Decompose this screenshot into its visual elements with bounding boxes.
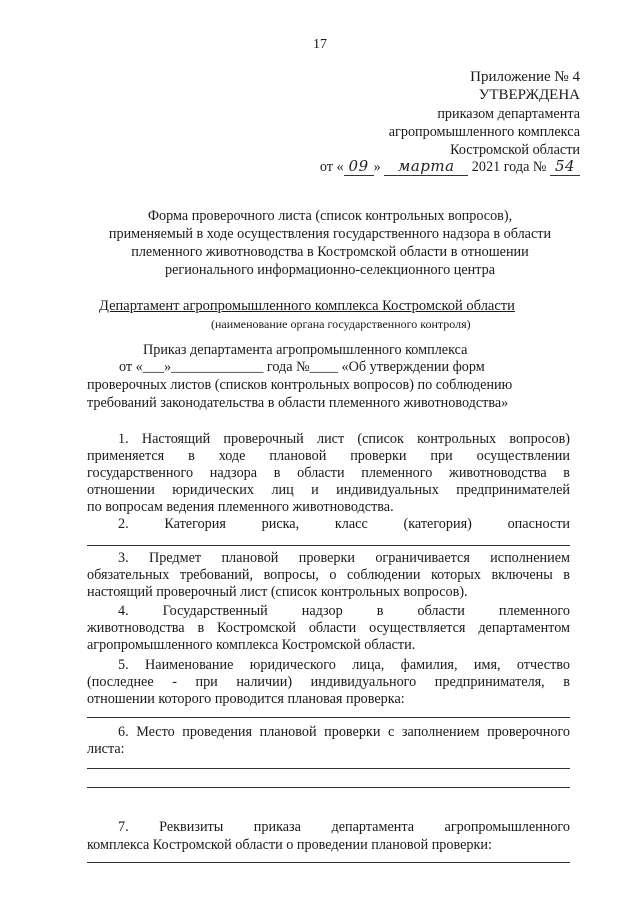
item-7-line: 7. Реквизиты приказа департамента агропромышленного [118, 819, 570, 835]
item-6-line: листа: [87, 741, 125, 757]
item-2-line: 2. Категория риска, класс (категория) опасности [118, 516, 570, 532]
department-caption: (наименование органа государственного контроля) [211, 317, 471, 331]
item-7-line: комплекса Костромской области о проведении плановой проверки: [87, 837, 492, 853]
page-number: 17 [313, 37, 327, 52]
approved-label: УТВЕРЖДЕНА [478, 87, 580, 103]
item-3-line: настоящий проверочный лист (список контрольных вопросов). [87, 584, 468, 600]
item-4-line: агропромышленного комплекса Костромской области. [87, 637, 416, 653]
item-1-line: отношении юридических лиц и индивидуальных предпринимателей [87, 482, 570, 498]
item-3-line: обязательных требований, вопросы, о соблюдении которых включены в [87, 567, 570, 583]
item-6-blank-line [87, 768, 570, 769]
date-year: 2021 года № [471, 159, 547, 175]
appendix-label: Приложение № 4 [470, 69, 580, 85]
item-1-line: 1. Настоящий проверочный лист (список контрольных вопросов) [118, 431, 570, 447]
order-line-2: от «___»_____________ года №____ «Об утверждении форм [119, 359, 485, 375]
approval-line-2: агропромышленного комплекса [388, 124, 580, 140]
form-title-line-3: племенного животноводства в Костромской области в отношении [131, 244, 529, 260]
date-day-handwritten: 09 [344, 157, 374, 176]
form-title-line-4: регионального информационно-селекционного центра [164, 262, 495, 278]
order-number-handwritten: 54 [550, 157, 580, 176]
item-4-line: животноводства в Костромской области осуществляется департаментом [87, 620, 570, 636]
item-5-line: (последнее - при наличии) индивидуального предпринимателя, в [87, 674, 570, 690]
item-4-line: 4. Государственный надзор в области племенного [118, 603, 570, 619]
approval-line-3: Костромской области [450, 142, 580, 158]
item-3-line: 3. Предмет плановой проверки ограничивается исполнением [118, 550, 570, 566]
date-prefix: от « [319, 159, 344, 175]
item-5-line: 5. Наименование юридического лица, фамилия, имя, отчество [118, 657, 570, 673]
date-month-handwritten: марта [384, 157, 468, 176]
item-6-blank-line [87, 787, 570, 788]
item-6-line: 6. Место проведения плановой проверки с заполнением проверочного [118, 724, 570, 740]
item-1-line: по вопросам ведения племенного животноводства. [87, 499, 394, 515]
item-2-blank-line [87, 545, 570, 546]
approval-date-line: от « 09 » марта 2021 года № 54 [320, 157, 580, 176]
approval-line-1: приказом департамента [437, 106, 580, 122]
order-line-4: требований законодательства в области племенного животноводства» [87, 395, 509, 411]
item-5-line: отношении которого проводится плановая проверка: [87, 691, 405, 707]
item-7-blank-line [87, 862, 570, 863]
form-title-line-2: применяемый в ходе осуществления государственного надзора в области [108, 226, 552, 242]
order-line-1: Приказ департамента агропромышленного комплекса [143, 342, 468, 358]
item-5-blank-line [87, 717, 570, 718]
department-name: Департамент агропромышленного комплекса Костромской области [99, 298, 515, 314]
form-title-line-1: Форма проверочного листа (список контрольных вопросов), [147, 208, 513, 224]
item-1-line: государственного надзора в области племенного животноводства в [87, 465, 570, 481]
order-line-3: проверочных листов (списков контрольных вопросов) по соблюдению [87, 377, 513, 393]
item-1-line: применяется в ходе плановой проверки при осуществлении [87, 448, 570, 464]
